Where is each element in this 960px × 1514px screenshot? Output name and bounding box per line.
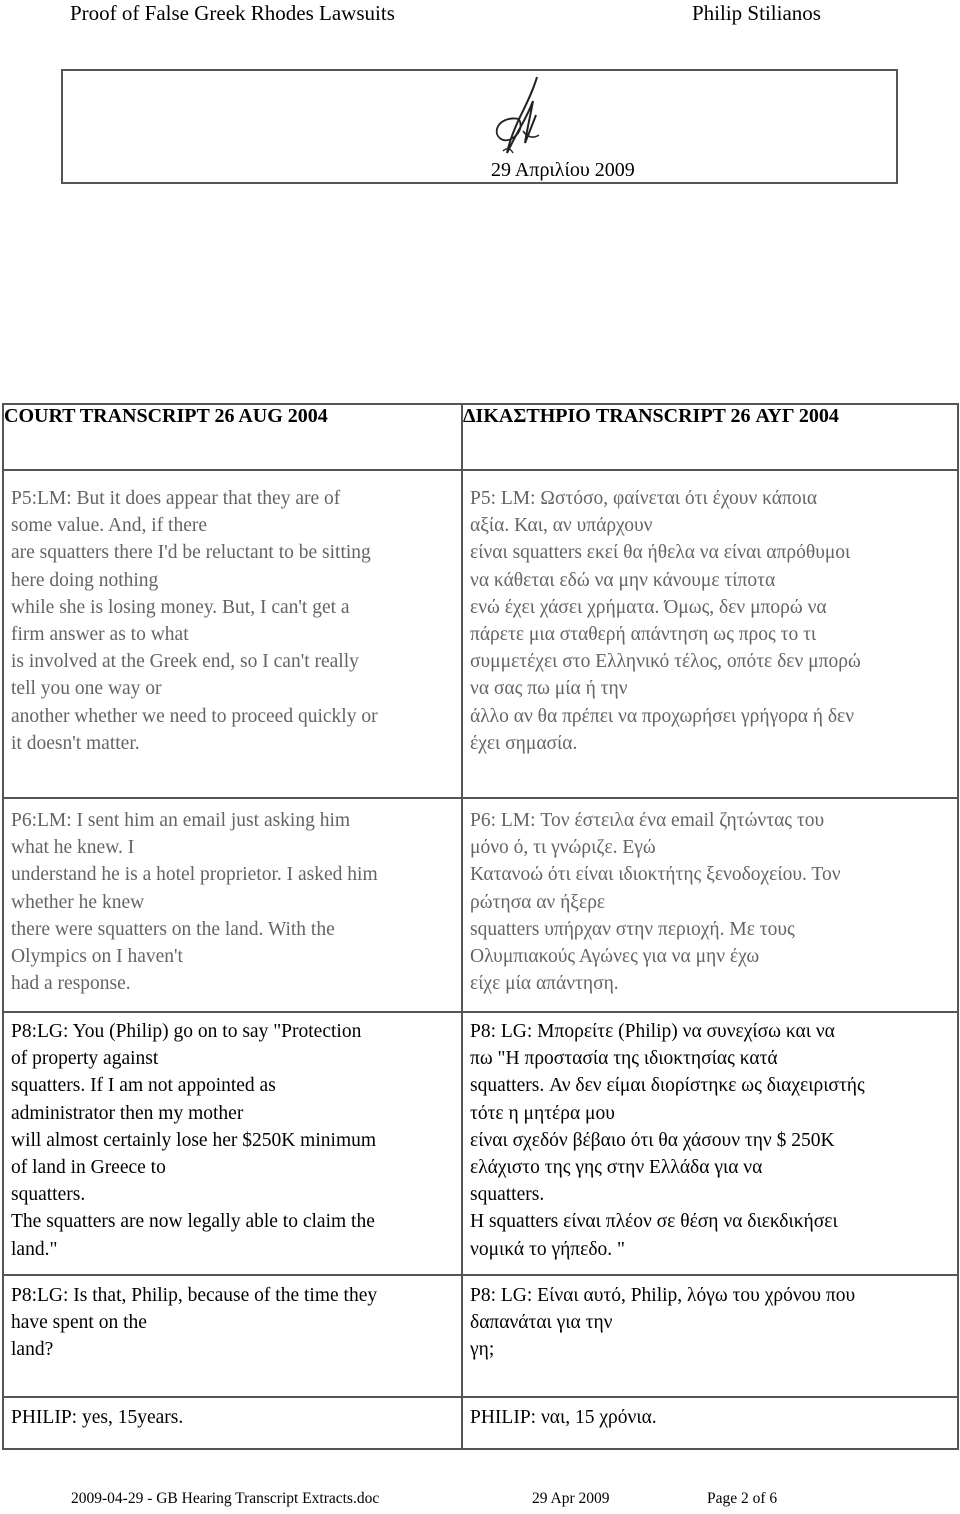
table-row: [3, 1275, 958, 1397]
footer-date: 29 Apr 2009: [532, 1490, 610, 1507]
table-row: [3, 470, 958, 798]
greek-text: P5: LM: Ωστόσο, φαίνεται ότι έχουν κάποια αξία. Και, αν υπάρχουν είναι squatters εκεί θα ήθελα να είναι απρόθυμοι να κάθεται εδώ να μην κάνουμε τίποτα ενώ έχει χάσει χρήματα. Όμως, δεν μπορώ να πάρετε μια σταθερή απάντηση ως προς το τι συμμετέχει στο Ελληνικό τέλος, οπότε δεν μπορώ να σας πω μία ή την άλλο αν θα πρέπει να προχωρήσει γρήγορα ή δεν έχει σημασία.: [470, 488, 861, 754]
table-row: [3, 1397, 958, 1449]
english-text: P8:LG: You (Philip) go on to say "Protection of property against squatters. If I am not appointed as administrator then my mother will almost certainly lose her $250K minimum of land in Greece to squatters. The squatters are now legally able to claim the land.": [11, 1021, 377, 1260]
table-header-row: [3, 404, 958, 470]
heading-english: COURT TRANSCRIPT 26 AUG 2004: [3, 404, 462, 470]
document-title: Proof of False Greek Rhodes Lawsuits: [70, 1, 395, 25]
handwritten-signature: [489, 73, 559, 159]
heading-greek: ΔΙΚΑΣΤΗΡΙΟ TRANSCRIPT 26 ΑΥΓ 2004: [462, 404, 958, 470]
page-header: [0, 0, 960, 30]
english-text: P5:LM: But it does appear that they are of some value. And, if there are squatters there I'd be reluctant to be sitting here doing nothing while she is losing money. But, I can't get a firm answer as to what is involved at the Greek end, so I can't really tell you one way or another whether we need to proceed quickly or it doesn't matter.: [11, 488, 378, 754]
english-text: P6:LM: I sent him an email just asking him what he knew. I understand he is a hotel proprietor. I asked him whether he knew there were squatters on the land. With the Olympics on I haven't had a response.: [11, 810, 378, 995]
signature-date: 29 Απριλίου 2009: [491, 159, 635, 181]
table-row: [3, 798, 958, 1012]
english-text: P8:LG: Is that, Philip, because of the time they have spent on the land?: [11, 1285, 378, 1361]
footer-page-number: Page 2 of 6: [707, 1490, 778, 1507]
transcript-table: [2, 403, 959, 1450]
footer-filename: 2009-04-29 - GB Hearing Transcript Extracts.doc: [71, 1490, 380, 1507]
table-row: [3, 1012, 958, 1275]
signature-box: [61, 69, 898, 184]
greek-text: P8: LG: Είναι αυτό, Philip, λόγω του χρόνου που δαπανάται για την γη;: [470, 1285, 856, 1361]
greek-text: P8: LG: Μπορείτε (Philip) να συνεχίσω και να πω "Η προστασία της ιδιοκτησίας κατά squatters. Αν δεν είμαι διορίστηκε ως διαχειριστής τότε η μητέρα μου είναι σχεδόν βέβαιο ότι θα χάσουν την $ 250K ελάχιστο της γης στην Ελλάδα για να squatters. Η squatters είναι πλέον σε θέση να διεκδικήσει νομικά το γήπεδο. ": [470, 1021, 865, 1260]
english-text: PHILIP: yes, 15years.: [11, 1407, 184, 1428]
author-name: Philip Stilianos: [692, 1, 821, 25]
greek-text: P6: LM: Τον έστειλα ένα email ζητώντας του μόνο ό, τι γνώριζε. Εγώ Κατανοώ ότι είναι ιδιοκτήτης ξενοδοχείου. Τον ρώτησα αν ήξερε squatters υπήρχαν στην περιοχή. Με τους Ολυμπιακούς Αγώνες για να μην έχω είχε μία απάντηση.: [470, 810, 841, 995]
greek-text: PHILIP: ναι, 15 χρόνια.: [470, 1407, 657, 1428]
